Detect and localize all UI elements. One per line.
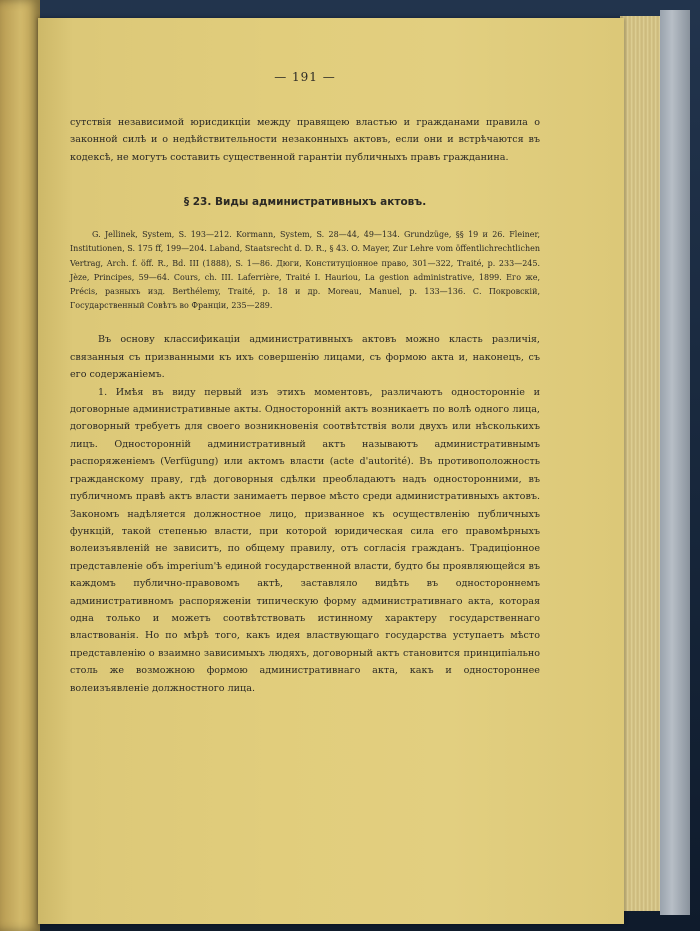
page-text-block — [70, 70, 540, 697]
page-stack — [620, 16, 662, 911]
section-heading: § 23. Виды административныхъ актовъ. — [183, 196, 427, 209]
book-cover-edge — [660, 10, 690, 915]
body-paragraph-1: Въ основу классификаціи административныхъ актовъ можно класть различія, связанныя съ призванными къ ихъ совершенію лицами, съ формою акта и, наконецъ, съ его содержаніемъ. — [70, 334, 540, 381]
body-paragraph-2: 1. Имѣя въ виду первый изъ этихъ моментовъ, различаютъ односторонніе и договорные административные акты. Односторонній актъ возникаетъ по волѣ одного лица, договорный требуетъ для своего возникновенія соотвѣтствія воли двухъ или нѣсколькихъ лицъ. Односторонній административный актъ называютъ административнымъ распоряженіемъ (Verfügung) или актомъ власти (acte d'autorité). Въ противоположность гражданскому праву, гдѣ договорныя сдѣлки преобладаютъ надъ односторонними, въ публичномъ правѣ актъ власти занимаетъ первое мѣсто среди административныхъ актовъ. Закономъ надѣляется должностное лицо, призванное къ осуществленію публичныхъ функцій, такой степенью власти, при которой юридическая сила его правомѣрныхъ волеизъявленій не зависитъ, по общему правилу, отъ согласія гражданъ. Традиціонное представленіе объ imperium'ѣ единой государственной власти, будто бы проявляющейся въ каждомъ публично-правовомъ актѣ, заставляло видѣть въ одностороннемъ административномъ распоряженіи типическую форму административнаго акта, которая одна только и можетъ соотвѣтствовать истинному характеру государственнаго властвованія. Но по мѣрѣ того, какъ идея властвующаго государства уступаетъ мѣсто представленію о взаимно зависимыхъ людяхъ, договорный актъ становится принципіально столь же возможною формою административнаго акта, какъ и одностороннее волеизъявленіе должностного лица. — [70, 386, 540, 694]
bibliography-note: G. Jellinek, System, S. 193—212. Kormann, System, S. 28—44, 49—134. Grundzüge, §§ 19 и 26. Fleiner, Institutionen, S. 175 ff, 199—204. Laband, Staatsrecht d. D. R., § 43. O. Mayer, Zur Lehre vom öffentlichrechtlichen Vertrag, Arch. f. öff. R., Bd. III (1888), S. 1—86. Дюги, Конституціонное право, 301—322, Traité, p. 233—245. Jèze, Principes, 59—64. Cours, ch. III. Laferrière, Traité I. Hauriou, La gestion administrative, 1899. Его же, Précis, разныхъ изд. Berthélemy, Traité, p. 18 и др. Moreau, Manuel, p. 133—136. С. Покровскій, Государственный Совѣтъ во Франціи, 235—289. — [70, 230, 540, 311]
continuation-paragraph: сутствія независимой юрисдикціи между правящею властью и гражданами правила о законной силѣ и о недѣйствительности незаконныхъ актовъ, если они и встрѣчаются въ кодексѣ, не могутъ составить существенной гарантіи публичныхъ правъ гражданина. — [70, 117, 540, 163]
page-number: — 191 — — [274, 70, 336, 84]
left-page-edge — [0, 0, 40, 931]
